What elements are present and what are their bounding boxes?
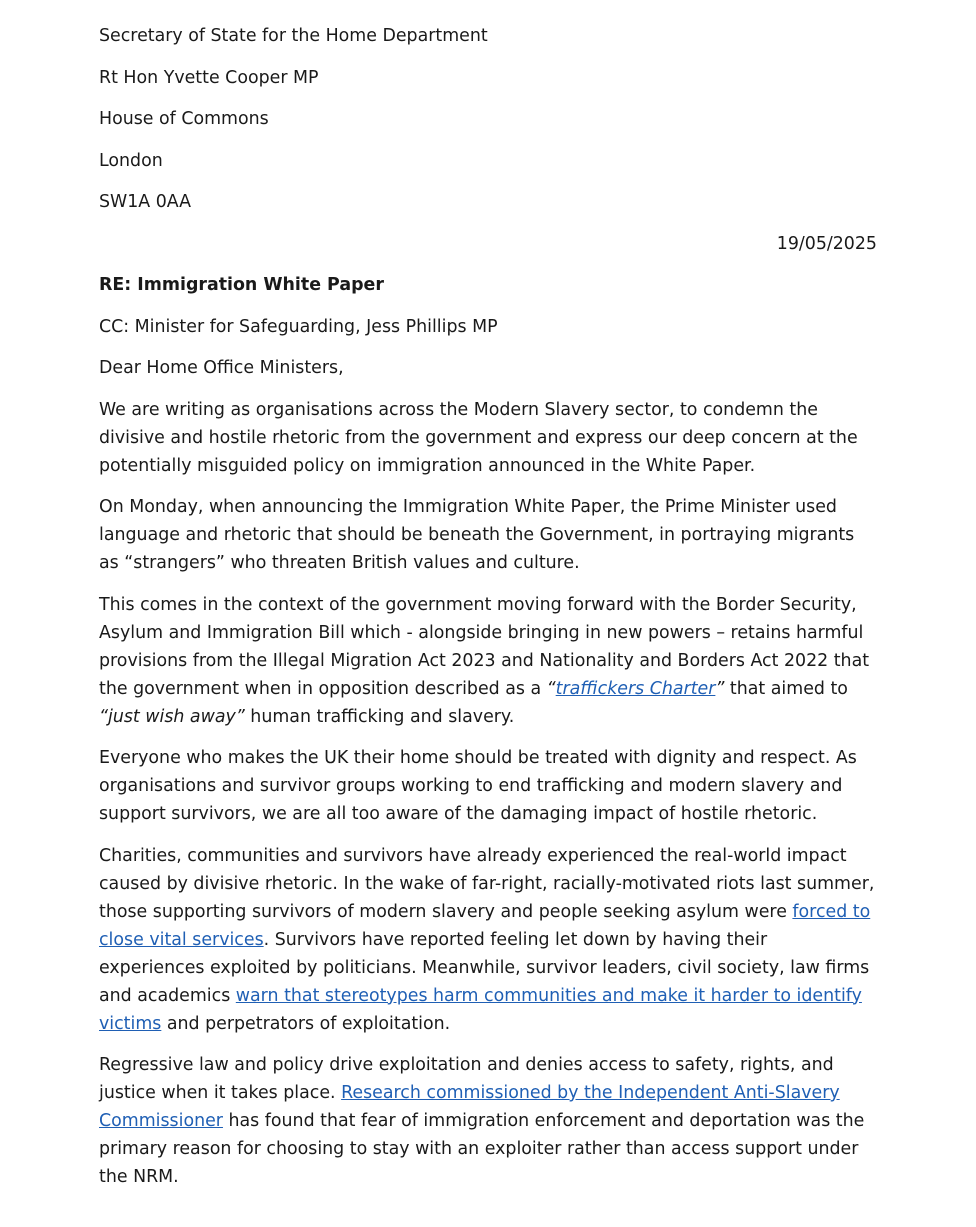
paragraph-5-text: Charities, communities and survivors have already experienced the real-world impact caused by divisive rhetoric. In the wake of far-right, racially-motivated riots last summer, those supporting survivors of modern slavery and people seeking asylum were bbox=[99, 845, 875, 922]
paragraph-5-text-c: and perpetrators of exploitation. bbox=[161, 1013, 451, 1034]
paragraph-1: We are writing as organisations across the Modern Slavery sector, to condemn the divisive and hostile rhetoric from the government and express our deep concern at the potentially misguided policy on immigration announced in the White Paper. bbox=[99, 399, 858, 476]
letter-date: 19/05/2025 bbox=[776, 233, 877, 254]
paragraph-6-text: Regressive law and policy drive exploitation and denies access to safety, rights, and justice when it takes place. bbox=[99, 1055, 834, 1103]
just-wish-away-quote: “just wish away” bbox=[99, 706, 245, 727]
letter-cc: CC: Minister for Safeguarding, Jess Phillips MP bbox=[99, 316, 498, 337]
recipient-address-line: House of Commons bbox=[99, 109, 269, 129]
paragraph-5 bbox=[99, 842, 877, 1038]
paragraph-4: Everyone who makes the UK their home should be treated with dignity and respect. As organisations and survivor groups working to end trafficking and modern slavery and support survivors, we are all too aware of the damaging impact of hostile rhetoric. bbox=[99, 748, 857, 824]
letter-salutation: Dear Home Office Ministers, bbox=[99, 358, 344, 378]
recipient-name: Rt Hon Yvette Cooper MP bbox=[99, 67, 319, 88]
paragraph-2: On Monday, when announcing the Immigration White Paper, the Prime Minister used language and rhetoric that should be beneath the Government, in portraying migrants as “strangers” who threaten British values and culture. bbox=[99, 497, 855, 573]
paragraph-3-text-b: that aimed to bbox=[724, 678, 848, 699]
paragraph-5-text-b: . Survivors have reported feeling let down by having their experiences exploited by politicians. Meanwhile, survivor leaders, civil society, law firms and academics bbox=[99, 929, 870, 1006]
recipient-postcode: SW1A 0AA bbox=[99, 192, 192, 212]
paragraph-3 bbox=[99, 591, 877, 731]
research-commissioned-link[interactable]: Research commissioned by the Independent Anti-Slavery Commissioner bbox=[99, 1083, 840, 1131]
traffickers-charter-link[interactable]: traffickers Charter bbox=[555, 678, 716, 699]
paragraph-3-text: This comes in the context of the government moving forward with the Border Security, Asylum and Immigration Bill which - alongside bringing in new powers – retains harmful provisions from the Illegal Migration Act 2023 and Nationality and Borders Act 2022 that the government when in opposition described as a bbox=[99, 594, 870, 699]
paragraph-3-text-c: human trafficking and slavery. bbox=[244, 706, 515, 727]
recipient-title: Secretary of State for the Home Department bbox=[99, 26, 488, 46]
quote-open: “ bbox=[546, 678, 556, 699]
paragraph-6 bbox=[99, 1051, 877, 1191]
letter-subject: RE: Immigration White Paper bbox=[99, 275, 384, 295]
stereotypes-harm-link[interactable]: warn that stereotypes harm communities and make it harder to identify victims bbox=[99, 985, 862, 1034]
quote-close: ” bbox=[715, 678, 725, 699]
paragraph-6-text-b: has found that fear of immigration enforcement and deportation was the primary reason for choosing to stay with an exploiter rather than access support under the NRM. bbox=[99, 1111, 865, 1187]
forced-to-close-link[interactable]: forced to close vital services bbox=[99, 901, 871, 950]
letter-page bbox=[99, 22, 877, 1205]
recipient-city: London bbox=[99, 150, 163, 171]
